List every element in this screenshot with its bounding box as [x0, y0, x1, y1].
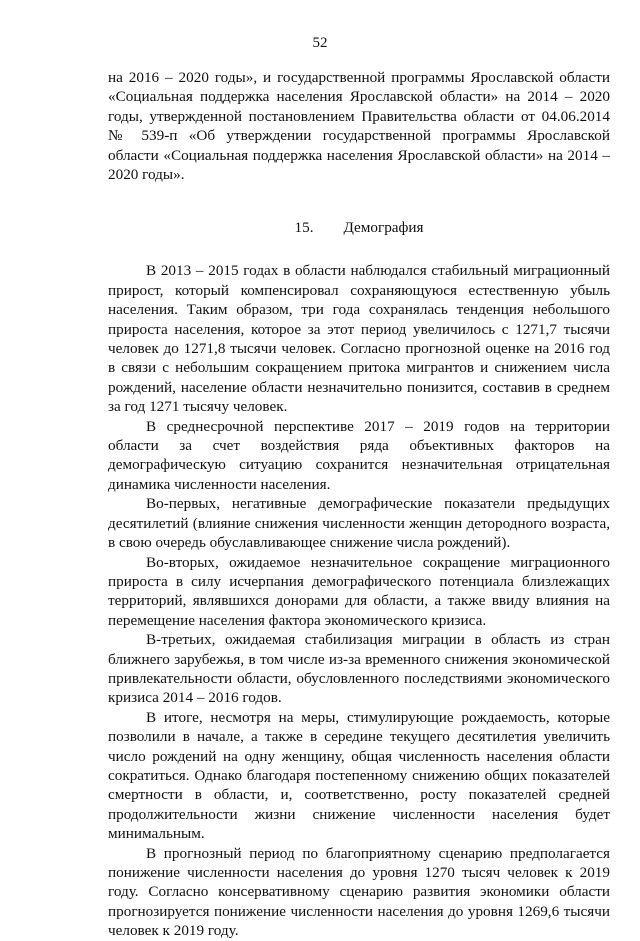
paragraph: В 2013 – 2015 годах в области наблюдался стабильный миграционный прирост, который компенсировал сохраняющуюся естественную убыль населения. Таким образом, три года сохранялась тенденция небольшого прироста населения, которое за этот период увеличилось с 1271,7 тысячи человек до 1271,8 тысячи человек. Согласно прогнозной оценке на 2016 год в связи с небольшим сокращением притока мигрантов и снижением числа рождений, население области незначительно понизится, составив в среднем за год 1271 тысячу человек. — [108, 262, 610, 416]
page-number: 52 — [312, 35, 328, 51]
lead-paragraph: на 2016 – 2020 годы», и государственной программы Ярославской области «Социальная поддержка населения Ярославской области» на 2014 – 2020 годы, утвержденной постановлением Правительства области от 04.06.2014 № 539-п «Об утверждении государственной программы Ярославской области «Социальная поддержка населения Ярославской области» на 2014 – 2020 годы». — [108, 69, 610, 184]
section-heading — [108, 218, 610, 237]
section-demography — [108, 218, 610, 941]
paragraph: В прогнозный период по благоприятному сценарию предполагается понижение численности населения до уровня 1270 тысяч человек к 2019 году. Согласно консервативному сценарию развития экономики области прогнозируется понижение численности населения до уровня 1269,6 тысячи человек к 2019 году. — [108, 844, 610, 940]
section-title: Демография — [343, 219, 424, 236]
lead-text-block — [108, 68, 610, 184]
paragraph: Во-первых, негативные демографические показатели предыдущих десятилетий (влияние снижения численности женщин детородного возраста, в свою очередь обуславливающее снижение числа рождений). — [108, 495, 610, 552]
paragraph: В-третьих, ожидаемая стабилизация миграции в область из стран ближнего зарубежья, в том числе из-за временного снижения экономической привлекательности области, обусловленного последствиями экономического кризиса 2014 – 2016 годов. — [108, 631, 610, 707]
paragraph: В итоге, несмотря на меры, стимулирующие рождаемость, которые позволили в начале, а также в середине текущего десятилетия увеличить число рождений на одну женщину, общая численность населения области сократиться. Однако благодаря постепенному снижению общих показателей смертности в области, и, соответственно, росту показателей средней продолжительности жизни снижение численности населения будет минимальным. — [108, 708, 610, 843]
paragraph: Во-вторых, ожидаемое незначительное сокращение миграционного прироста в силу исчерпания демографического потенциала близлежащих территорий, являвшихся донорами для области, а также ввиду влияния на перемещение населения фактора экономического кризиса. — [108, 553, 610, 629]
paragraph: В среднесрочной перспективе 2017 – 2019 годов на территории области за счет воздействия ряда объективных факторов на демографическую ситуацию сохранится незначительная отрицательная динамика численности населения. — [108, 417, 610, 493]
section-number: 15. — [294, 219, 314, 236]
